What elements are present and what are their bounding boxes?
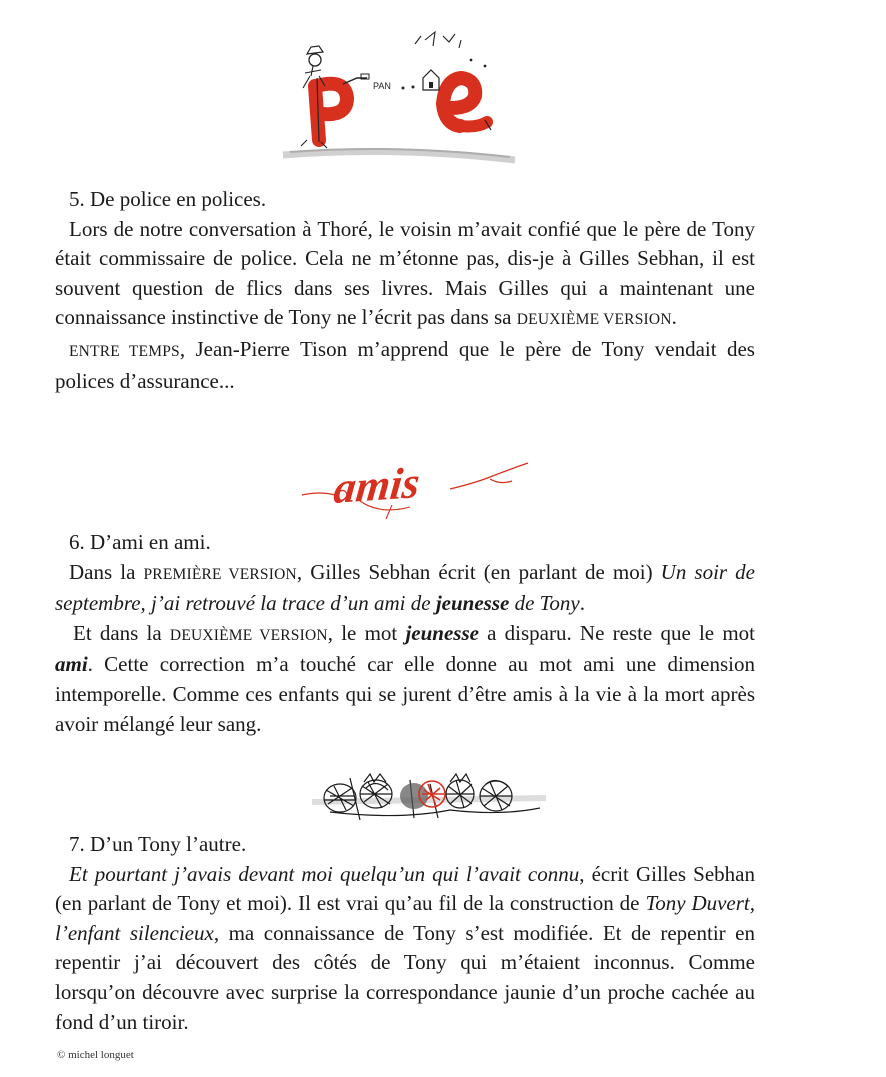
- police-letters-illustration: [275, 18, 525, 168]
- section-6-paragraph-1: Dans la PREMIÈRE VERSION, Gilles Sebhan écrit (en parlant de moi) Un soir de septembre, j’ai retrouvé la trace d’un ami de jeunesse de Tony.: [55, 559, 755, 616]
- copyright-notice: © michel longuet: [57, 1049, 134, 1061]
- section-6-paragraph-2: Et dans la DEUXIÈME VERSION, le mot jeunesse a disparu. Ne reste que le mot ami. Cette correction m’a touché car elle donne au mot ami une dimension intemporelle. Comme ces enfants qui se jurent d’être amis à la vie à la mort après avoir mélangé leur sang.: [55, 620, 755, 736]
- section-5-paragraph-2: ENTRE TEMPS, Jean-Pierre Tison m’apprend que le père de Tony vendait des polices d’assurance...: [55, 336, 755, 393]
- section-5-heading: 5. De police en polices.: [69, 187, 267, 211]
- section-7-paragraph-1: Et pourtant j’avais devant moi quelqu’un qui l’avait connu, écrit Gilles Sebhan (en parlant de Tony et moi). Il est vrai qu’au fil de la construction de Tony Duvert, l’enfant silencieux, ma connaissance de Tony s’est modifiée. Et de repentir en repentir j’ai découvert des côtés de Tony qui m’étaient inconnus. Comme lorsqu’on découvre avec surprise la correspondance jaunie d’un proche cachée au fond d’un tiroir.: [55, 861, 756, 1034]
- shooter-p-figure: [301, 46, 369, 148]
- section-5-paragraph-1: Lors de notre conversation à Thoré, le voisin m’avait confié que le père de Tony était commissaire de police. Cela ne m’étonne pas, dis-je à Gilles Sebhan, il est souvent question de flics dans ses livres. Mais Gilles qui a maintenant une connaissance instinctive de Tony ne l’écrit pas dans sa DEUXIÈME VERSION.: [55, 216, 755, 330]
- pan-speech: PAN: [373, 81, 391, 91]
- section-6-heading: 6. D’ami en ami.: [69, 530, 211, 554]
- section-7-heading: 7. D’un Tony l’autre.: [69, 832, 247, 856]
- amis-scribble-illustration: [300, 455, 540, 525]
- amis-word: amis: [331, 456, 423, 514]
- target-p-figure: [415, 32, 491, 130]
- scribbled-heads-illustration: [310, 760, 550, 830]
